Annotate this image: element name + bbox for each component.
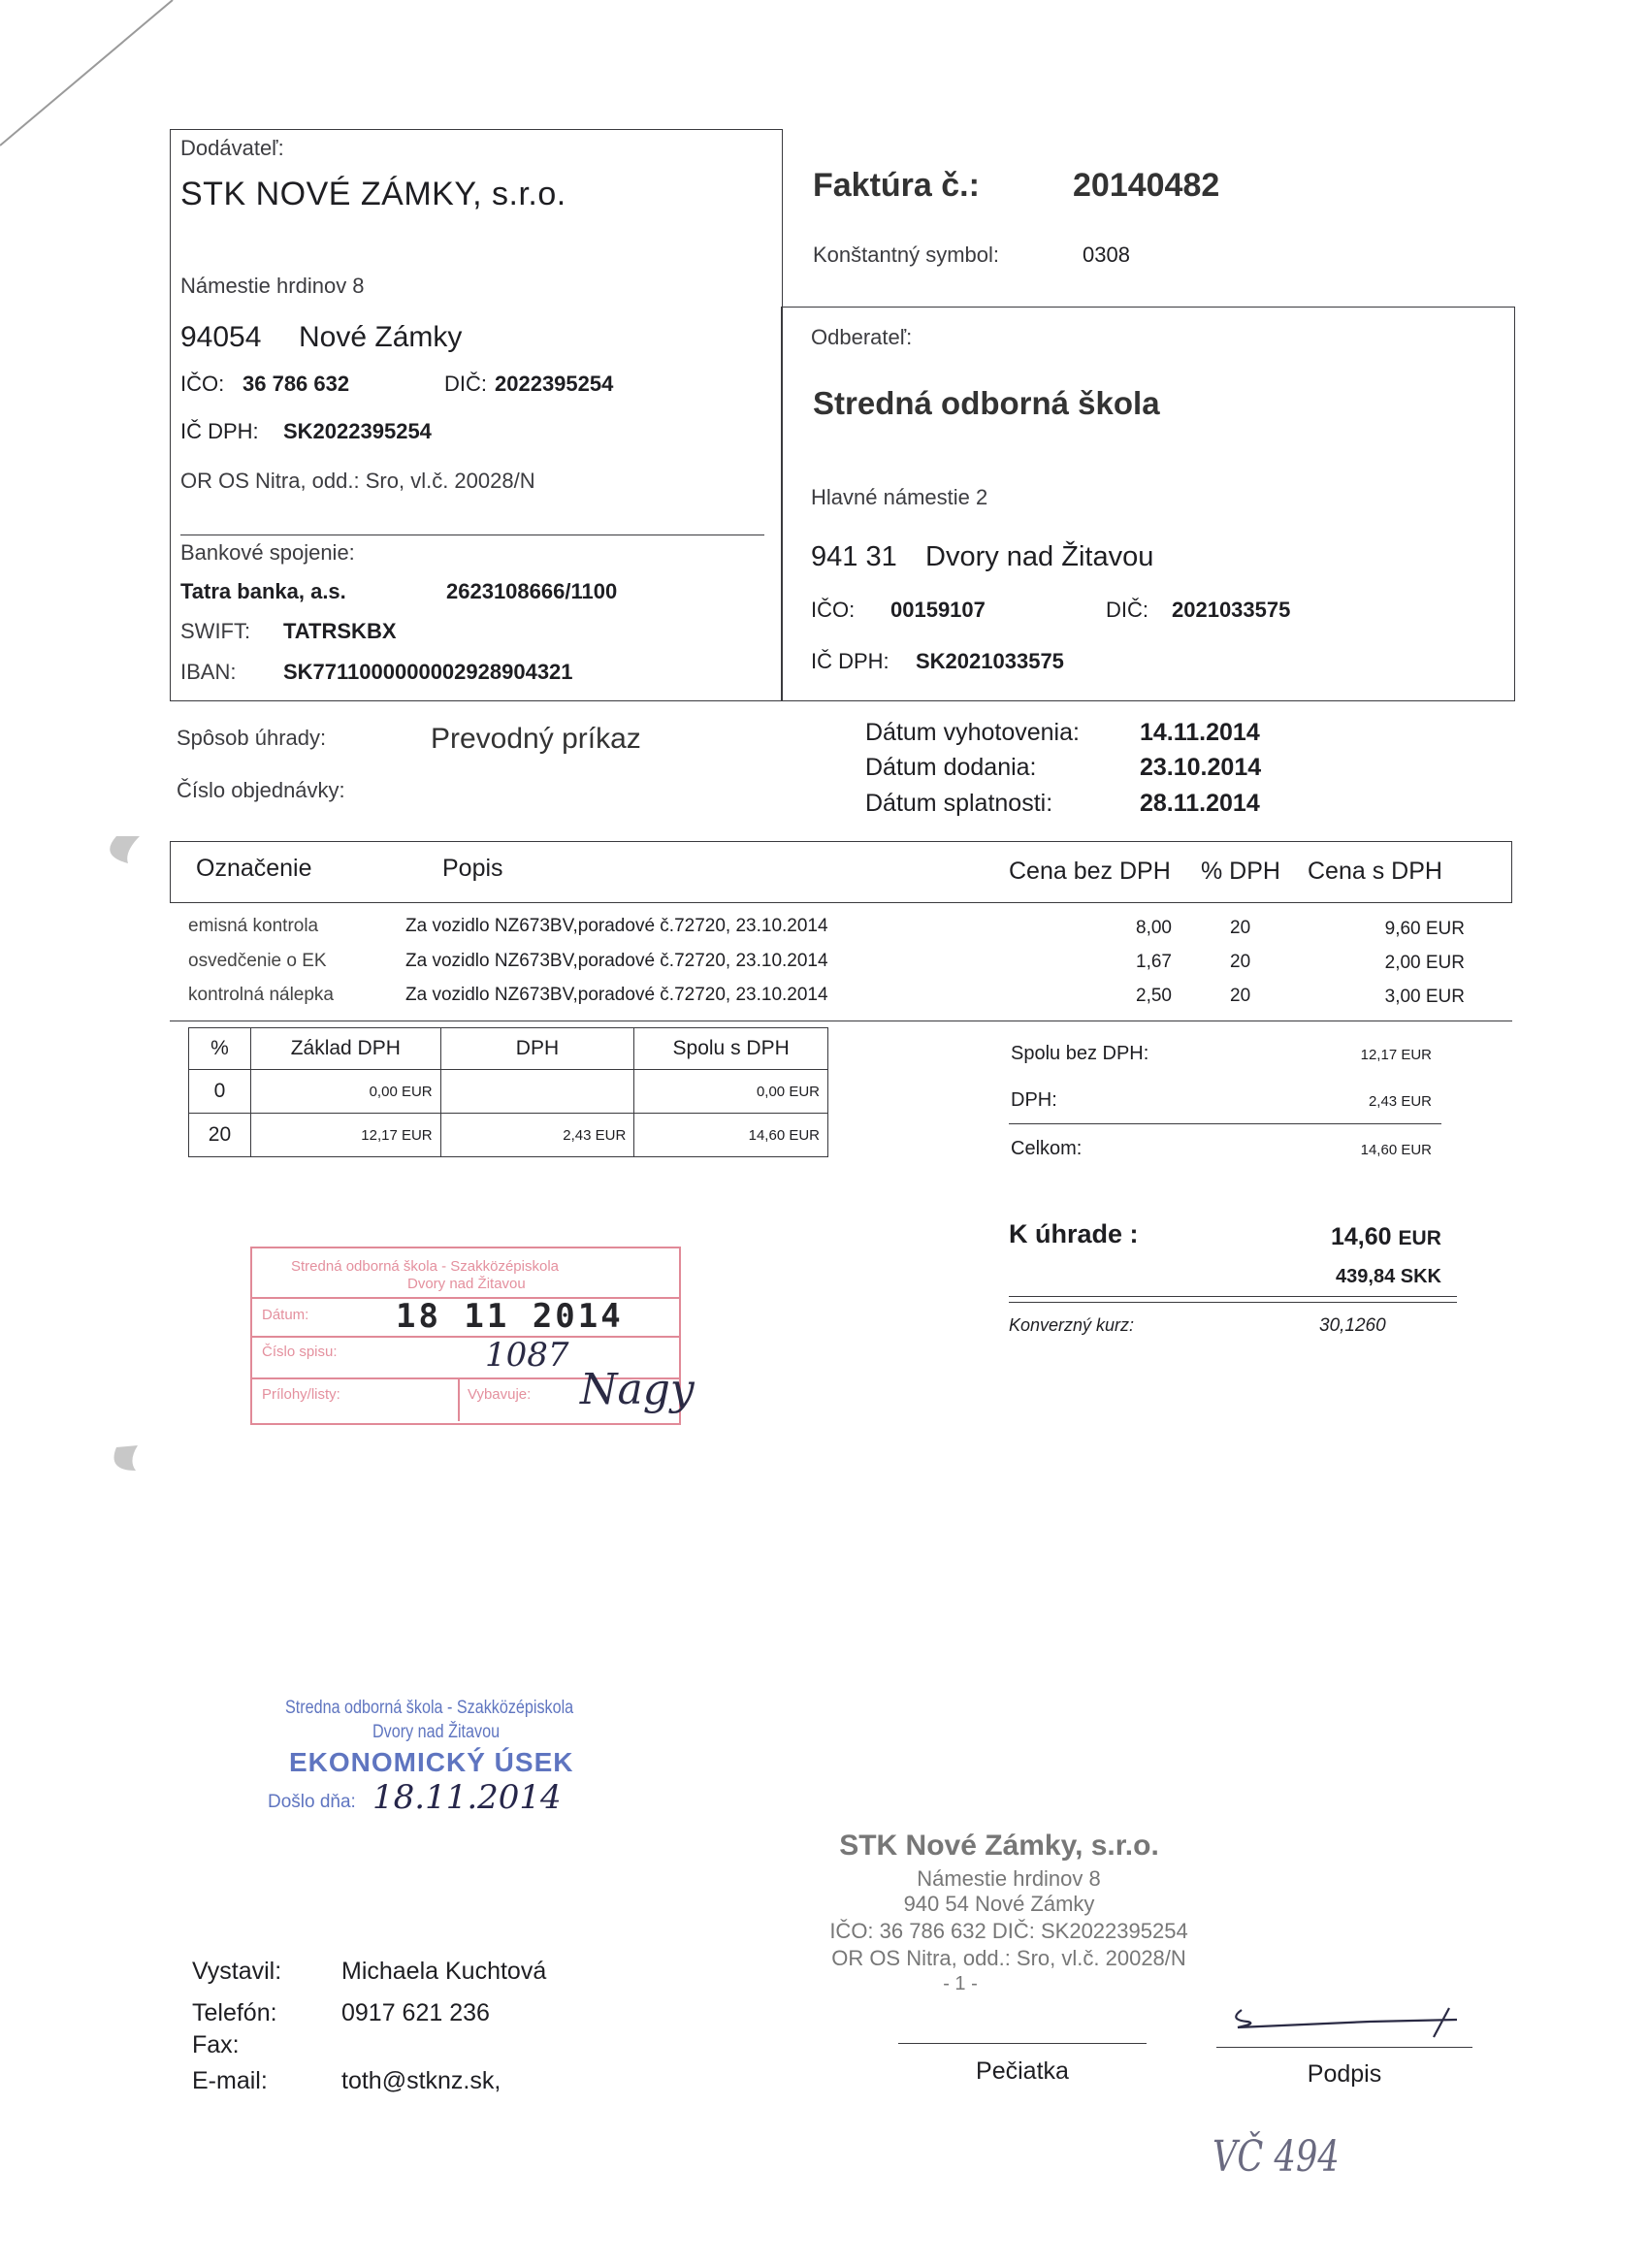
bank-label: Bankové spojenie: bbox=[180, 540, 355, 565]
issue-date: 14.11.2014 bbox=[1140, 719, 1260, 746]
issued-by: Michaela Kuchtová bbox=[341, 1958, 547, 1985]
supplier-postcode: 94054 bbox=[180, 321, 262, 353]
item-vat: 20 bbox=[1230, 952, 1251, 972]
customer-street: Hlavné námestie 2 bbox=[811, 485, 988, 509]
stamp-row-divider bbox=[252, 1336, 679, 1338]
company-stamp-street: Námestie hrdinov 8 bbox=[917, 1866, 1101, 1891]
company-stamp-register: OR OS Nitra, odd.: Sro, vl.č. 20028/N bbox=[831, 1946, 1186, 1970]
stamp-school-name: Stredná odborná škola - Szakközépiskola bbox=[291, 1258, 559, 1275]
vat-base-header: Základ DPH bbox=[250, 1028, 440, 1070]
item-price: 1,67 bbox=[1136, 952, 1172, 972]
col-code-header: Označenie bbox=[196, 855, 312, 882]
company-stamp-name: STK Nové Zámky, s.r.o. bbox=[839, 1830, 1159, 1862]
gross-total: 14,60 EUR bbox=[1360, 1142, 1432, 1158]
table-row bbox=[189, 1028, 828, 1070]
order-number-label: Číslo objednávky: bbox=[177, 778, 345, 802]
item-price: 2,50 bbox=[1136, 986, 1172, 1006]
supplier-ico: 36 786 632 bbox=[242, 372, 350, 396]
item-code: kontrolná nálepka bbox=[188, 985, 334, 1005]
due-date-label: Dátum splatnosti: bbox=[865, 790, 1053, 817]
received-date-label: Došlo dňa: bbox=[268, 1792, 356, 1812]
stamp-date-label: Dátum: bbox=[262, 1307, 309, 1323]
item-desc: Za vozidlo NZ673BV,poradové č.72720, 23.10.2014 bbox=[405, 951, 828, 971]
item-code: osvedčenie o EK bbox=[188, 951, 327, 971]
stamp-line bbox=[898, 2043, 1147, 2044]
delivery-date-label: Dátum dodania: bbox=[865, 754, 1037, 781]
iban-label: IBAN: bbox=[180, 660, 237, 684]
stamp-label: Pečiatka bbox=[976, 2057, 1069, 2085]
item-desc: Za vozidlo NZ673BV,poradové č.72720, 23.10.2014 bbox=[405, 916, 828, 936]
customer-dic-label: DIČ: bbox=[1106, 598, 1148, 622]
col-desc-header: Popis bbox=[442, 855, 503, 882]
vat-total-amount: 2,43 EUR bbox=[1368, 1093, 1432, 1110]
stamp-handler-label: Vybavuje: bbox=[468, 1386, 532, 1403]
const-symbol-label: Konštantný symbol: bbox=[813, 243, 999, 267]
payment-method: Prevodný príkaz bbox=[431, 723, 641, 755]
amount-due-label: K úhrade : bbox=[1009, 1219, 1139, 1248]
email-label: E-mail: bbox=[192, 2067, 268, 2094]
amount-due-currency: EUR bbox=[1398, 1227, 1441, 1249]
vat-amount bbox=[440, 1070, 634, 1114]
customer-dic: 2021033575 bbox=[1172, 598, 1291, 622]
stamp-school-town: Dvory nad Žitavou bbox=[407, 1276, 526, 1292]
vat-rate: 0 bbox=[189, 1070, 251, 1114]
swift-code: TATRSKBX bbox=[283, 619, 397, 643]
fax-label: Fax: bbox=[192, 2031, 240, 2058]
table-row bbox=[189, 1070, 828, 1114]
customer-city: Dvory nad Žitavou bbox=[925, 541, 1154, 572]
department-stamp-line1: Stredna odborná škola - Szakközépiskola bbox=[285, 1698, 574, 1718]
payment-method-label: Spôsob úhrady: bbox=[177, 726, 327, 750]
item-desc: Za vozidlo NZ673BV,poradové č.72720, 23.10.2014 bbox=[405, 985, 828, 1005]
customer-ico: 00159107 bbox=[890, 598, 986, 622]
delivery-date: 23.10.2014 bbox=[1140, 754, 1262, 781]
stamp-date: 18 11 2014 bbox=[396, 1297, 624, 1336]
supplier-label: Dodávateľ: bbox=[180, 136, 284, 160]
customer-label: Odberateľ: bbox=[811, 325, 913, 349]
page-number: - 1 - bbox=[943, 1973, 978, 1994]
vat-rate: 20 bbox=[189, 1114, 251, 1157]
item-vat: 20 bbox=[1230, 986, 1251, 1006]
issued-by-label: Vystavil: bbox=[192, 1958, 282, 1985]
table-row bbox=[189, 1114, 828, 1157]
net-total: 12,17 EUR bbox=[1360, 1047, 1432, 1063]
conversion-rate: 30,1260 bbox=[1319, 1315, 1386, 1336]
vat-total: 0,00 EUR bbox=[634, 1070, 828, 1114]
received-date: 18.11.2014 bbox=[372, 1778, 562, 1817]
item-price: 8,00 bbox=[1136, 918, 1172, 938]
col-vat-header: % DPH bbox=[1201, 858, 1280, 885]
amount-skk: 439,84 SKK bbox=[1336, 1266, 1441, 1287]
item-vat: 20 bbox=[1230, 918, 1251, 938]
invoice-number: 20140482 bbox=[1073, 167, 1220, 204]
due-rule-2 bbox=[1009, 1302, 1457, 1303]
supplier-register: OR OS Nitra, odd.: Sro, vl.č. 20028/N bbox=[180, 469, 535, 493]
vat-amount: 2,43 EUR bbox=[440, 1114, 634, 1157]
item-total: 2,00 EUR bbox=[1384, 953, 1465, 973]
vat-base: 12,17 EUR bbox=[250, 1114, 440, 1157]
customer-postcode: 941 31 bbox=[811, 541, 897, 572]
stamp-attachments-label: Prílohy/listy: bbox=[262, 1386, 340, 1403]
stamp-file-number: 1087 bbox=[485, 1336, 569, 1375]
handwritten-note: VČ 494 bbox=[1212, 2132, 1340, 2182]
swift-label: SWIFT: bbox=[180, 619, 251, 643]
due-date: 28.11.2014 bbox=[1140, 790, 1260, 817]
vat-rate-header: % bbox=[189, 1028, 251, 1070]
vat-base: 0,00 EUR bbox=[250, 1070, 440, 1114]
bank-name: Tatra banka, a.s. bbox=[180, 579, 346, 603]
net-total-label: Spolu bez DPH: bbox=[1011, 1043, 1149, 1064]
signature-label: Podpis bbox=[1307, 2060, 1382, 2088]
vat-total-label: DPH: bbox=[1011, 1089, 1057, 1111]
gross-total-label: Celkom: bbox=[1011, 1138, 1083, 1159]
customer-ico-label: IČO: bbox=[811, 598, 856, 622]
bank-account: 2623108666/1100 bbox=[446, 579, 618, 603]
vat-total: 14,60 EUR bbox=[634, 1114, 828, 1157]
company-stamp-ids: IČO: 36 786 632 DIČ: SK2022395254 bbox=[829, 1919, 1188, 1943]
vat-total-header: Spolu s DPH bbox=[634, 1028, 828, 1070]
stamp-handler-signature: Nagy bbox=[580, 1365, 695, 1414]
due-rule-1 bbox=[1009, 1296, 1457, 1297]
email-address: toth@stknz.sk, bbox=[341, 2067, 501, 2094]
supplier-city: Nové Zámky bbox=[299, 321, 463, 353]
const-symbol: 0308 bbox=[1083, 243, 1130, 267]
stamp-col-divider bbox=[458, 1377, 460, 1421]
supplier-box bbox=[170, 129, 783, 701]
customer-name: Stredná odborná škola bbox=[813, 385, 1160, 421]
supplier-name: STK NOVÉ ZÁMKY, s.r.o. bbox=[180, 176, 566, 212]
supplier-dic-label: DIČ: bbox=[444, 372, 487, 396]
supplier-dic: 2022395254 bbox=[495, 372, 614, 396]
phone-label: Telefón: bbox=[192, 1999, 277, 2026]
item-code: emisná kontrola bbox=[188, 916, 319, 936]
invoice-title-label: Faktúra č.: bbox=[813, 167, 980, 204]
company-stamp-city: 940 54 Nové Zámky bbox=[903, 1892, 1095, 1916]
vat-amount-header: DPH bbox=[440, 1028, 634, 1070]
department-stamp-line2: Dvory nad Žitavou bbox=[372, 1722, 501, 1742]
phone-number: 0917 621 236 bbox=[341, 1999, 490, 2026]
registry-stamp bbox=[250, 1247, 695, 1425]
supplier-ico-label: IČO: bbox=[180, 372, 225, 396]
iban-code: SK7711000000002928904321 bbox=[283, 660, 573, 684]
supplier-icdph-label: IČ DPH: bbox=[180, 419, 259, 443]
supplier-icdph: SK2022395254 bbox=[283, 419, 432, 443]
supplier-street: Námestie hrdinov 8 bbox=[180, 274, 365, 298]
item-total: 9,60 EUR bbox=[1384, 919, 1465, 939]
col-total-header: Cena s DPH bbox=[1308, 858, 1442, 885]
amount-due bbox=[1331, 1223, 1441, 1251]
issue-date-label: Dátum vyhotovenia: bbox=[865, 719, 1080, 746]
totals-rule bbox=[1009, 1123, 1441, 1124]
customer-icdph: SK2021033575 bbox=[916, 649, 1064, 673]
department-stamp-name: EKONOMICKÝ ÚSEK bbox=[289, 1747, 574, 1777]
item-total: 3,00 EUR bbox=[1384, 987, 1465, 1007]
col-price-header: Cena bez DPH bbox=[1009, 858, 1171, 885]
vat-summary-table bbox=[188, 1027, 828, 1157]
handwritten-signature bbox=[1224, 1991, 1476, 2049]
stamp-file-label: Číslo spisu: bbox=[262, 1344, 338, 1360]
conversion-rate-label: Konverzný kurz: bbox=[1009, 1315, 1135, 1335]
customer-icdph-label: IČ DPH: bbox=[811, 649, 889, 673]
amount-due-value: 14,60 bbox=[1331, 1223, 1392, 1250]
